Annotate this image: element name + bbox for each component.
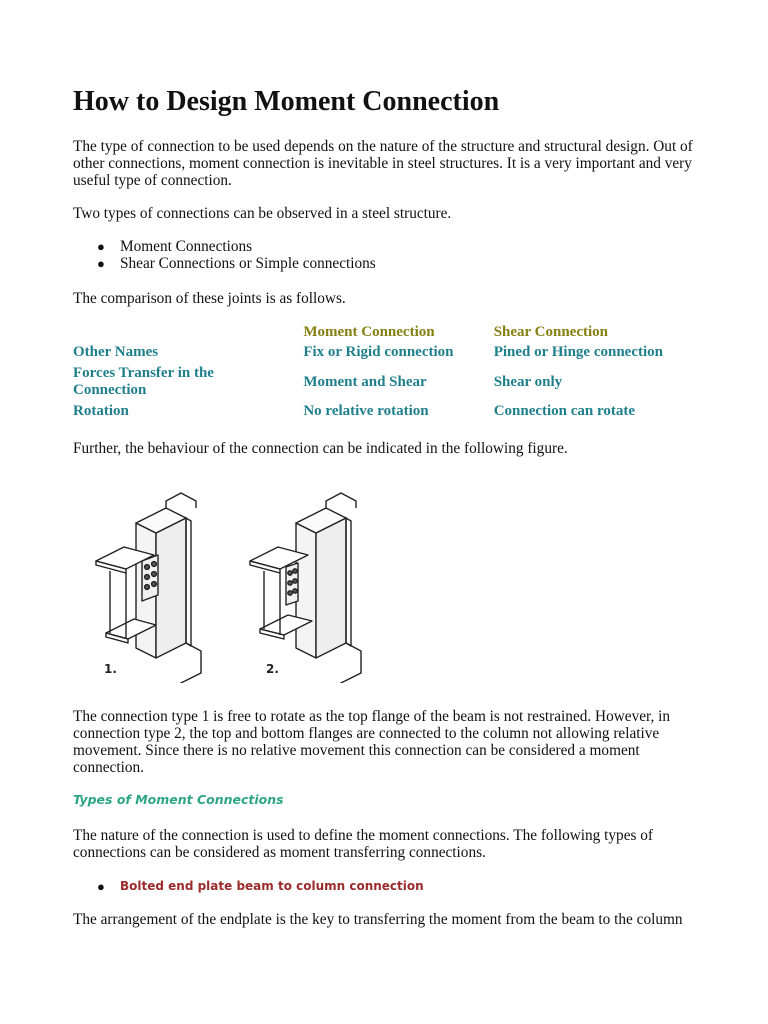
bullet-icon: ● — [97, 239, 105, 254]
bullet-icon: ● — [97, 879, 105, 894]
table-header-row — [73, 322, 703, 342]
figure-label-1: 1. — [104, 662, 117, 676]
table-cell: Moment and Shear — [303, 373, 427, 390]
page-title: How to Design Moment Connection — [73, 86, 500, 117]
connection-figure — [76, 483, 376, 683]
types-moment-intro-paragraph: The nature of the connection is used to define the moment connections. The following types of connections can be considered as moment transferring connections. — [73, 827, 653, 861]
table-row — [73, 363, 703, 401]
table-cell: Pined or Hinge connection — [493, 344, 663, 360]
types-intro-paragraph: Two types of connections can be observed in a steel structure. — [73, 205, 452, 222]
table-cell: Connection can rotate — [493, 402, 636, 419]
table-row — [73, 342, 703, 363]
table-row — [73, 401, 703, 421]
section-subheading: Types of Moment Connections — [73, 792, 284, 807]
connection-1-sketch — [96, 493, 201, 683]
table-header-cell — [73, 322, 303, 342]
intro-paragraph: The type of connection to be used depends on the nature of the structure and structural design. Out of other connections, moment connection is inevitable in steel structures. It is a very important and very useful type of connection. — [73, 138, 693, 189]
comparison-table — [73, 322, 703, 421]
table-cell: Forces Transfer in the Connection — [73, 365, 214, 398]
table-cell: No relative rotation — [303, 402, 429, 419]
endplate-paragraph: The arrangement of the endplate is the key to transferring the moment from the beam to the column — [73, 911, 683, 928]
bullet-icon: ● — [97, 256, 105, 271]
connection-2-sketch — [250, 493, 361, 683]
figure-intro-paragraph: Further, the behaviour of the connection can be indicated in the following figure. — [73, 440, 568, 457]
table-header-cell: Moment Connection — [303, 323, 435, 340]
table-cell: Other Names — [73, 344, 159, 360]
figure-explanation-paragraph: The connection type 1 is free to rotate as the top flange of the beam is not restrained. However, in connection type 2, the top and bottom flanges are connected to the column not allowing relative movement. Since there is no relative movement this connection can be considered a moment connection. — [73, 708, 671, 776]
comparison-intro-paragraph: The comparison of these joints is as follows. — [73, 290, 346, 307]
table-cell: Shear only — [493, 373, 563, 390]
figure-label-2: 2. — [266, 662, 279, 676]
table-cell: Fix or Rigid connection — [303, 344, 454, 360]
table-cell: Rotation — [73, 402, 129, 419]
table-header-cell: Shear Connection — [493, 323, 609, 340]
